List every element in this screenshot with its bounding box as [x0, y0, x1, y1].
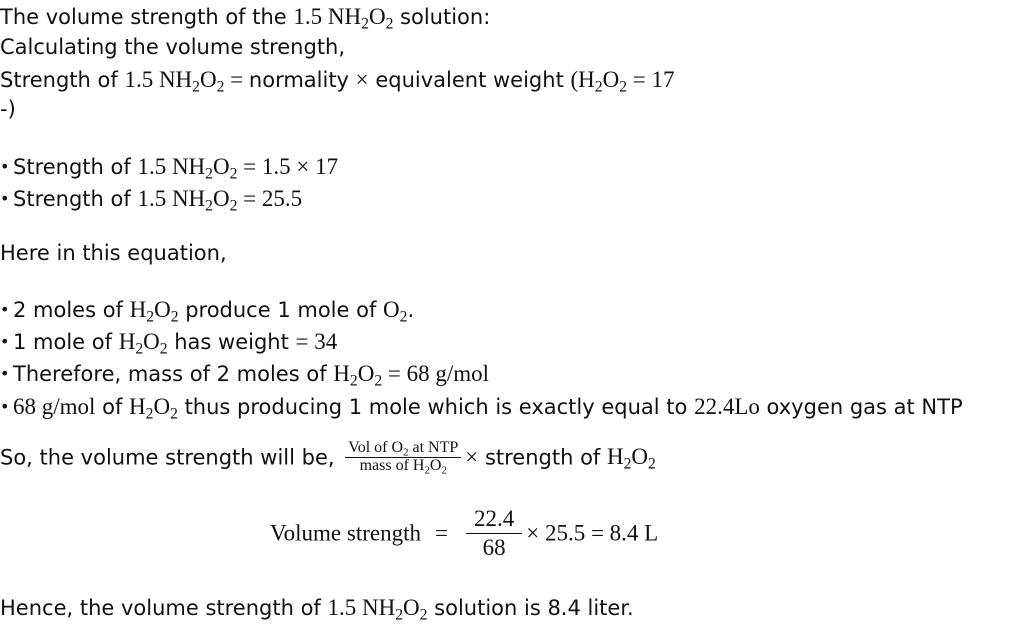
volume-fraction: $\frac{Vol of O_2 at NTP}{mass of H_2O_2}$: [345, 440, 461, 475]
list-item: • Therefore, mass of 2 moles of $H_2O_2 = 68$ g/mol: [0, 361, 490, 390]
here-label: Here in this equation,: [0, 241, 227, 265]
list-item: • 1 mole of $H_2O_2$ has weight = 34: [0, 329, 338, 358]
equation-lhs: Volume strength: [270, 520, 421, 546]
volume-strength-formula-line: So, the volume strength will be, $\frac{Vol of O_2 at NTP}{mass of H_2O_2}$ × strength of $H_2O_2$: [0, 439, 656, 477]
equation-fraction: $\frac{22.4}{68}$: [466, 505, 522, 562]
bullet-icon: •: [0, 397, 10, 416]
volume-strength-equation: Volume strength = $\frac{22.4}{68}$ × 25.5 = 8.4 L: [270, 505, 658, 562]
conclusion-line: Hence, the volume strength of 1.5 $NH_2O_2$ solution is 8.4 liter.: [0, 595, 634, 624]
heading-text-end: solution:: [393, 5, 491, 29]
heading-line: [0, 4, 491, 33]
list-item: • Strength of 1.5 $NH_2O_2 = 1.5 \times 17$: [0, 154, 339, 183]
strength-definition-line: Strength of 1.5 $NH_2O_2$ = normality × equivalent weight ($H_2O_2 = 17$: [0, 67, 675, 96]
heading-formula: 1.5 $NH_2O_2$: [293, 4, 394, 33]
list-item: • Strength of 1.5 $NH_2O_2 = 25.5$: [0, 186, 303, 215]
calc-label: Calculating the volume strength,: [0, 35, 346, 59]
list-item: • 68 g/mol of $H_2O_2$ thus producing 1 mole which is exactly equal to 22.4Lo oxygen gas at NTP: [0, 394, 963, 423]
bullet-icon: •: [0, 157, 10, 176]
bullet-icon: •: [0, 189, 10, 208]
strength-continuation: -): [0, 97, 16, 121]
heading-text: The volume strength of the: [0, 5, 294, 29]
bullet-icon: •: [0, 364, 10, 383]
equation-result: × 25.5 = 8.4 L: [526, 520, 659, 546]
list-item: • 2 moles of $H_2O_2$ produce 1 mole of $O_2$.: [0, 297, 415, 326]
bullet-icon: •: [0, 300, 10, 319]
bullet-icon: •: [0, 332, 10, 351]
